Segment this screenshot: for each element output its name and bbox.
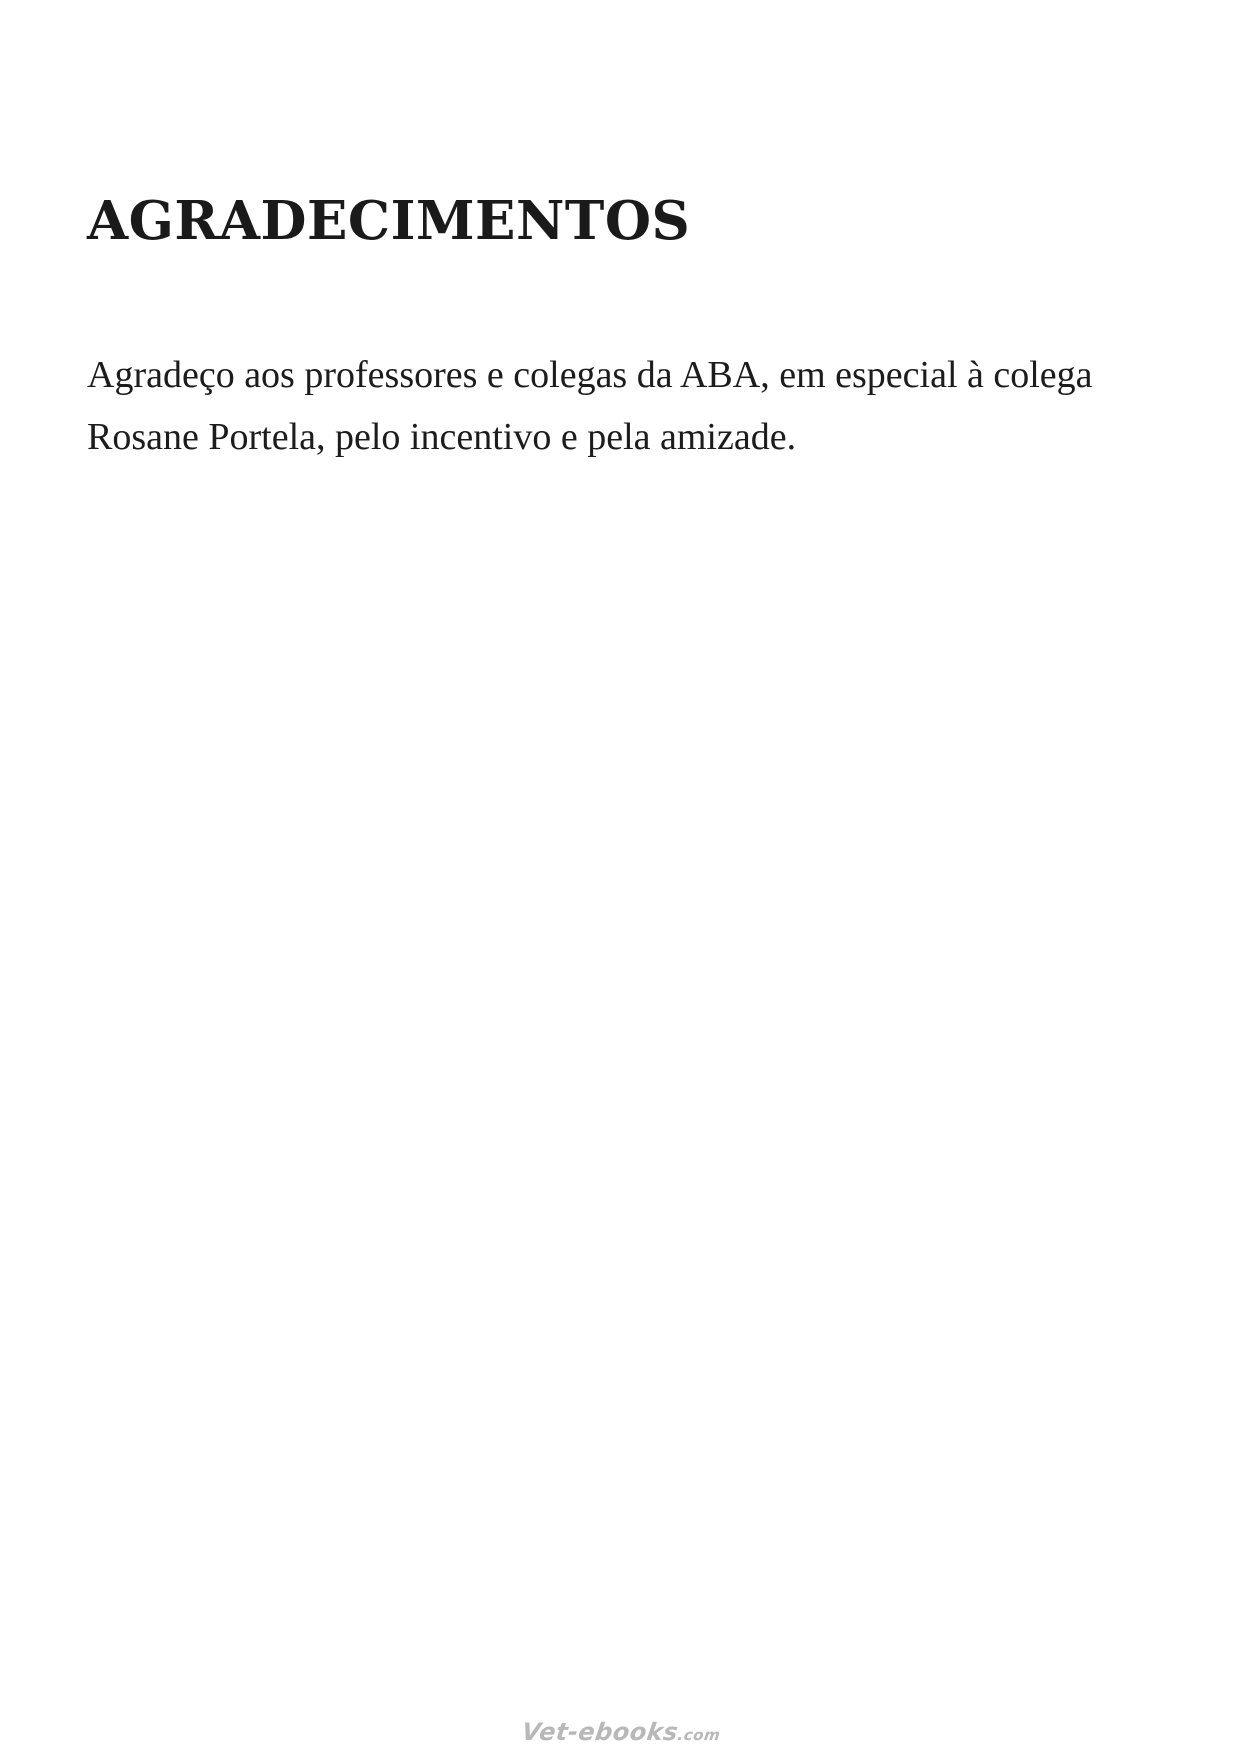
watermark xyxy=(0,1718,1242,1746)
acknowledgement-paragraph: Agradeço aos professores e colegas da ABA, em especial à colega Rosane Portela, pelo incentivo e pela amizade. xyxy=(87,354,1093,458)
watermark-logo xyxy=(520,1718,723,1746)
watermark-name: Vet-ebooks xyxy=(519,1718,680,1746)
watermark-tld: .com xyxy=(676,1726,722,1744)
page-title: AGRADECIMENTOS xyxy=(87,190,691,252)
